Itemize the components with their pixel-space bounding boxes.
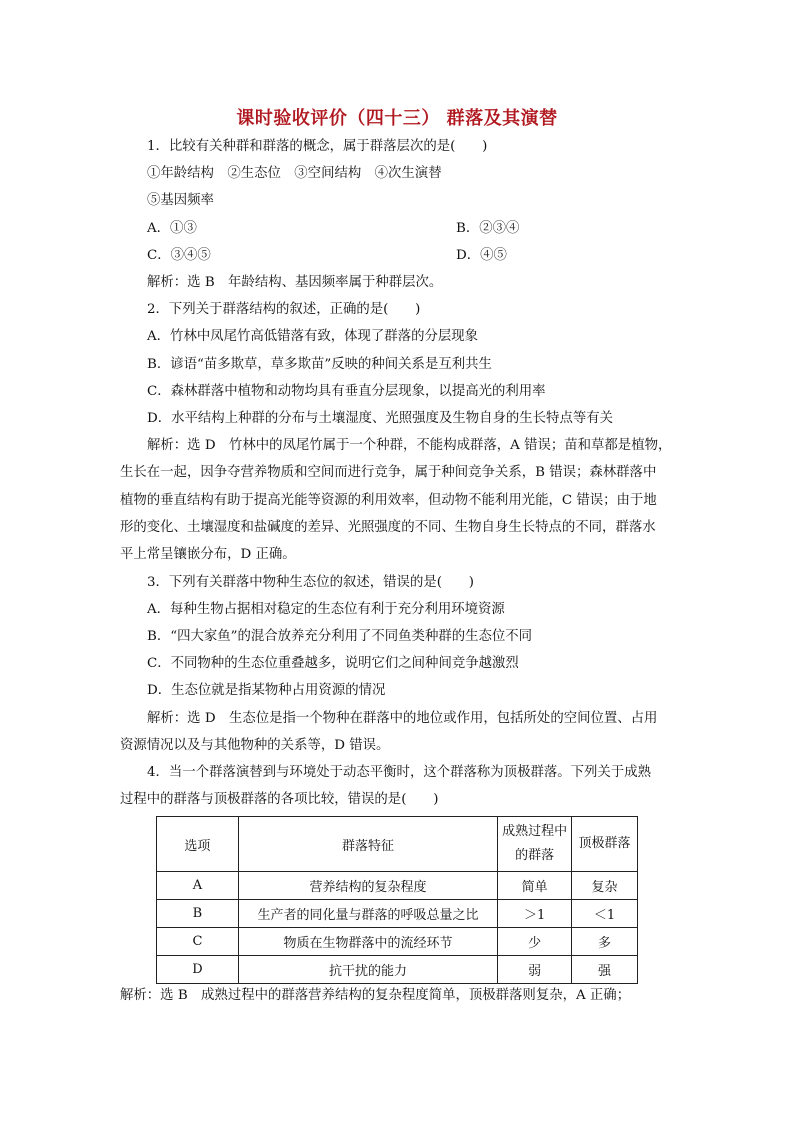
table-cell: ＜1 (572, 900, 638, 928)
table-cell: 生产者的同化量与群落的呼吸总量之比 (238, 900, 497, 928)
table-header-cell: 群落特征 (238, 817, 497, 872)
q4-stem-line1: 4．当一个群落演替到与环境处于动态平衡时，这个群落称为顶极群落。下列关于成熟 (147, 765, 651, 780)
q1-items-line2: ⑤基因频率 (147, 193, 214, 208)
table-header-cell: 顶极群落 (572, 817, 638, 872)
q2-option-b: B．谚语“苗多欺草，草多欺苗”反映的种间关系是互利共生 (147, 357, 492, 372)
table-cell: A (157, 872, 239, 900)
q3-analysis-line2: 资源情况以及与其他物种的关系等，D 错误。 (120, 738, 390, 753)
table-cell: 弱 (498, 956, 572, 984)
q3-analysis-line1: 解析：选 D 生态位是指一个物种在群落中的地位或作用，包括所处的空间位置、占用 (147, 711, 658, 726)
table-row (157, 900, 638, 928)
q1-option-c: C．③④⑤ (147, 248, 211, 263)
table-row (157, 928, 638, 956)
q2-analysis-line2: 生长在一起，因争夺营养物质和空间而进行竞争，属于种间竞争关系，B 错误；森林群落中 (120, 465, 657, 480)
table-cell: 简单 (498, 872, 572, 900)
table-row (157, 956, 638, 984)
table-cell: 强 (572, 956, 638, 984)
table-cell: 营养结构的复杂程度 (238, 872, 497, 900)
comparison-table (156, 816, 638, 984)
q2-stem: 2．下列关于群落结构的叙述，正确的是( ) (147, 302, 421, 317)
q3-option-a: A．每种生物占据相对稳定的生态位有利于充分利用环境资源 (147, 602, 505, 617)
q3-option-b: B．“四大家鱼”的混合放养充分利用了不同鱼类种群的生态位不同 (147, 629, 533, 644)
page-title: 课时验收评价（四十三） 群落及其演替 (236, 108, 558, 129)
q1-analysis: 解析：选 B 年龄结构、基因频率属于种群层次。 (147, 275, 443, 290)
table-header-cell: 选项 (157, 817, 239, 872)
table-cell: C (157, 928, 239, 956)
q4-stem-line2: 过程中的群落与顶极群落的各项比较，错误的是( ) (120, 792, 439, 807)
table-cell: 少 (498, 928, 572, 956)
table-cell: 物质在生物群落中的流经环节 (238, 928, 497, 956)
q2-analysis-line5: 平上常呈镶嵌分布，D 正确。 (120, 547, 296, 562)
q1-option-d: D．④⑤ (456, 248, 507, 263)
q1-items-line1: ①年龄结构 ②生态位 ③空间结构 ④次生演替 (147, 166, 442, 181)
table-cell: B (157, 900, 239, 928)
q2-option-c: C．森林群落中植物和动物均具有垂直分层现象，以提高光的利用率 (147, 384, 546, 399)
table-cell: 多 (572, 928, 638, 956)
q3-stem: 3．下列有关群落中物种生态位的叙述，错误的是( ) (147, 575, 474, 590)
q2-analysis-line4: 形的变化、土壤湿度和盐碱度的差异、光照强度的不同、生物自身生长特点的不同，群落水 (120, 520, 656, 535)
table-header-row (157, 817, 638, 872)
table-cell: 复杂 (572, 872, 638, 900)
q2-analysis-line3: 植物的垂直结构有助于提高光能等资源的利用效率，但动物不能利用光能，C 错误；由于地 (120, 493, 657, 508)
table-cell: ＞1 (498, 900, 572, 928)
table-row (157, 872, 638, 900)
q4-analysis-line1: 解析：选 B 成熟过程中的群落营养结构的复杂程度简单，顶极群落则复杂，A 正确； (120, 988, 631, 1003)
q1-option-b: B．②③④ (456, 221, 520, 236)
q3-option-d: D．生态位就是指某物种占用资源的情况 (147, 683, 386, 698)
table-cell: 抗干扰的能力 (238, 956, 497, 984)
q1-option-a: A．①③ (147, 221, 197, 236)
q2-option-a: A．竹林中凤尾竹高低错落有致，体现了群落的分层现象 (147, 329, 479, 344)
q1-stem: 1．比较有关种群和群落的概念，属于群落层次的是( ) (147, 139, 488, 154)
table-cell: D (157, 956, 239, 984)
q3-option-c: C．不同物种的生态位重叠越多，说明它们之间种间竞争越激烈 (147, 656, 519, 671)
q2-analysis-line1: 解析：选 D 竹林中的凤尾竹属于一个种群，不能构成群落，A 错误；苗和草都是植物， (147, 438, 672, 453)
table-header-cell: 成熟过程中的群落 (498, 817, 572, 872)
q2-option-d: D．水平结构上种群的分布与土壤湿度、光照强度及生物自身的生长特点等有关 (147, 411, 614, 426)
